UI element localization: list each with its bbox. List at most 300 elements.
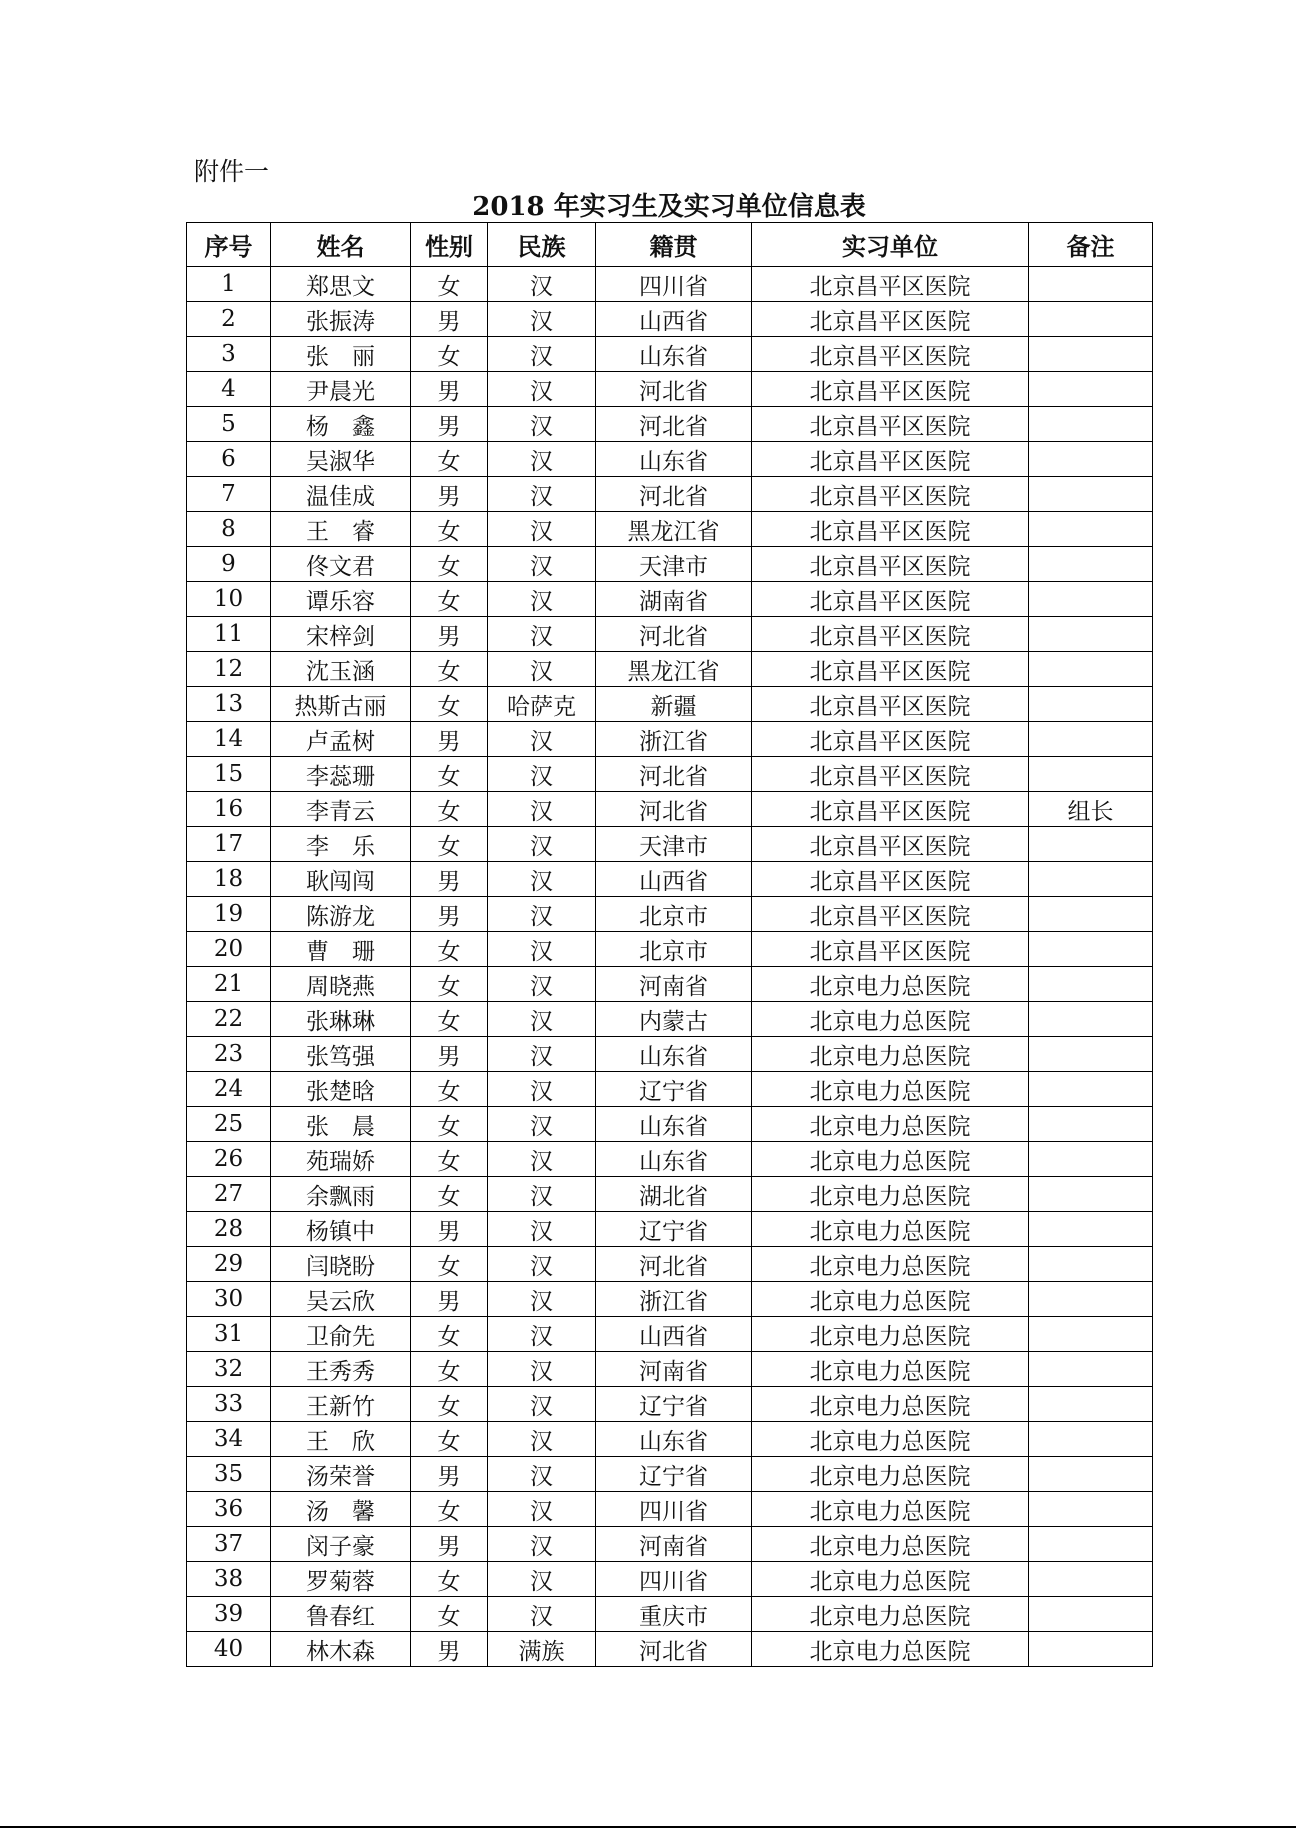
cell-ethnicity: 汉 [488,1212,596,1247]
cell-ethnicity: 汉 [488,617,596,652]
cell-remarks [1029,1177,1153,1212]
cell-remarks [1029,407,1153,442]
bottom-rule [0,1826,1296,1828]
cell-gender: 男 [411,372,488,407]
cell-index: 38 [187,1562,271,1597]
header-remarks: 备注 [1029,223,1153,267]
cell-gender: 女 [411,1142,488,1177]
table-row [187,1562,1153,1597]
table-row [187,1352,1153,1387]
cell-internship-unit: 北京昌平区医院 [752,372,1029,407]
table-row [187,1527,1153,1562]
cell-index: 13 [187,687,271,722]
cell-ethnicity: 汉 [488,1317,596,1352]
cell-gender: 女 [411,757,488,792]
cell-ethnicity: 满族 [488,1632,596,1667]
cell-internship-unit: 北京电力总医院 [752,1422,1029,1457]
cell-ethnicity: 汉 [488,1177,596,1212]
cell-internship-unit: 北京昌平区医院 [752,267,1029,302]
cell-internship-unit: 北京昌平区医院 [752,302,1029,337]
cell-name: 杨 鑫 [271,407,411,442]
cell-name: 温佳成 [271,477,411,512]
cell-index: 9 [187,547,271,582]
cell-native-place: 山西省 [596,1317,752,1352]
cell-native-place: 河南省 [596,967,752,1002]
cell-remarks [1029,1597,1153,1632]
cell-remarks [1029,547,1153,582]
cell-ethnicity: 汉 [488,372,596,407]
cell-ethnicity: 汉 [488,967,596,1002]
cell-name: 热斯古丽 [271,687,411,722]
cell-name: 周晓燕 [271,967,411,1002]
cell-index: 33 [187,1387,271,1422]
cell-native-place: 四川省 [596,267,752,302]
cell-native-place: 新疆 [596,687,752,722]
cell-gender: 女 [411,267,488,302]
cell-gender: 男 [411,1632,488,1667]
cell-remarks [1029,442,1153,477]
cell-remarks [1029,1562,1153,1597]
table-row [187,722,1153,757]
cell-ethnicity: 汉 [488,512,596,547]
cell-index: 34 [187,1422,271,1457]
table-row [187,1422,1153,1457]
cell-internship-unit: 北京昌平区医院 [752,442,1029,477]
cell-native-place: 天津市 [596,547,752,582]
cell-name: 王 欣 [271,1422,411,1457]
table-row [187,442,1153,477]
cell-name: 罗菊蓉 [271,1562,411,1597]
cell-remarks [1029,1212,1153,1247]
cell-internship-unit: 北京昌平区医院 [752,757,1029,792]
cell-ethnicity: 汉 [488,1527,596,1562]
cell-remarks [1029,512,1153,547]
cell-internship-unit: 北京电力总医院 [752,967,1029,1002]
cell-ethnicity: 汉 [488,582,596,617]
cell-gender: 男 [411,1457,488,1492]
cell-internship-unit: 北京昌平区医院 [752,652,1029,687]
cell-index: 6 [187,442,271,477]
table-row [187,1247,1153,1282]
cell-remarks [1029,1107,1153,1142]
cell-gender: 女 [411,1072,488,1107]
cell-native-place: 山东省 [596,337,752,372]
cell-native-place: 北京市 [596,932,752,967]
cell-ethnicity: 汉 [488,827,596,862]
cell-native-place: 四川省 [596,1562,752,1597]
table-row [187,967,1153,1002]
cell-index: 28 [187,1212,271,1247]
table-row [187,862,1153,897]
cell-gender: 女 [411,337,488,372]
table-row [187,687,1153,722]
cell-name: 鲁春红 [271,1597,411,1632]
cell-gender: 女 [411,1492,488,1527]
cell-gender: 女 [411,1317,488,1352]
cell-native-place: 北京市 [596,897,752,932]
table-row [187,1457,1153,1492]
cell-native-place: 河北省 [596,792,752,827]
cell-native-place: 河北省 [596,617,752,652]
cell-gender: 男 [411,407,488,442]
cell-internship-unit: 北京电力总医院 [752,1317,1029,1352]
cell-index: 5 [187,407,271,442]
table-row [187,267,1153,302]
cell-native-place: 河北省 [596,1632,752,1667]
cell-ethnicity: 汉 [488,407,596,442]
cell-native-place: 重庆市 [596,1597,752,1632]
cell-name: 余飘雨 [271,1177,411,1212]
cell-internship-unit: 北京昌平区医院 [752,617,1029,652]
table-row [187,1387,1153,1422]
cell-remarks [1029,862,1153,897]
cell-index: 20 [187,932,271,967]
table-row [187,1212,1153,1247]
cell-ethnicity: 汉 [488,897,596,932]
cell-ethnicity: 汉 [488,337,596,372]
cell-name: 尹晨光 [271,372,411,407]
cell-gender: 女 [411,1562,488,1597]
cell-name: 王新竹 [271,1387,411,1422]
cell-name: 闫晓盼 [271,1247,411,1282]
cell-gender: 男 [411,1527,488,1562]
cell-internship-unit: 北京电力总医院 [752,1177,1029,1212]
table-row [187,617,1153,652]
cell-gender: 女 [411,1107,488,1142]
cell-internship-unit: 北京昌平区医院 [752,862,1029,897]
cell-ethnicity: 汉 [488,267,596,302]
cell-index: 10 [187,582,271,617]
cell-name: 张琳琳 [271,1002,411,1037]
cell-ethnicity: 汉 [488,1352,596,1387]
table-header-row [187,223,1153,267]
cell-native-place: 山西省 [596,862,752,897]
cell-ethnicity: 汉 [488,932,596,967]
cell-gender: 女 [411,442,488,477]
cell-ethnicity: 汉 [488,757,596,792]
cell-ethnicity: 汉 [488,1387,596,1422]
cell-internship-unit: 北京电力总医院 [752,1632,1029,1667]
cell-internship-unit: 北京电力总医院 [752,1387,1029,1422]
cell-gender: 男 [411,477,488,512]
cell-name: 杨镇中 [271,1212,411,1247]
cell-index: 7 [187,477,271,512]
cell-remarks [1029,1037,1153,1072]
cell-remarks [1029,687,1153,722]
cell-remarks: 组长 [1029,792,1153,827]
header-index: 序号 [187,223,271,267]
cell-name: 张 晨 [271,1107,411,1142]
cell-gender: 男 [411,862,488,897]
cell-index: 12 [187,652,271,687]
cell-native-place: 天津市 [596,827,752,862]
cell-gender: 女 [411,1002,488,1037]
table-row [187,407,1153,442]
cell-remarks [1029,1422,1153,1457]
cell-remarks [1029,337,1153,372]
table-row [187,1492,1153,1527]
cell-internship-unit: 北京电力总医院 [752,1597,1029,1632]
cell-index: 14 [187,722,271,757]
cell-index: 29 [187,1247,271,1282]
cell-gender: 女 [411,1247,488,1282]
cell-native-place: 山东省 [596,1107,752,1142]
cell-name: 张振涛 [271,302,411,337]
cell-gender: 女 [411,1387,488,1422]
cell-name: 陈游龙 [271,897,411,932]
table-row [187,1177,1153,1212]
table-row [187,827,1153,862]
cell-gender: 女 [411,967,488,1002]
cell-index: 21 [187,967,271,1002]
cell-native-place: 黑龙江省 [596,652,752,687]
cell-remarks [1029,1002,1153,1037]
cell-remarks [1029,722,1153,757]
cell-internship-unit: 北京昌平区医院 [752,337,1029,372]
table-row [187,512,1153,547]
cell-ethnicity: 汉 [488,1422,596,1457]
header-ethnicity: 民族 [488,223,596,267]
cell-gender: 男 [411,722,488,757]
header-name: 姓名 [271,223,411,267]
cell-gender: 女 [411,932,488,967]
cell-native-place: 河北省 [596,477,752,512]
cell-gender: 女 [411,827,488,862]
cell-ethnicity: 汉 [488,1142,596,1177]
table-row [187,1107,1153,1142]
table-row [187,302,1153,337]
cell-index: 25 [187,1107,271,1142]
cell-internship-unit: 北京昌平区医院 [752,792,1029,827]
cell-name: 闵子豪 [271,1527,411,1562]
cell-gender: 男 [411,302,488,337]
cell-remarks [1029,1282,1153,1317]
cell-ethnicity: 汉 [488,862,596,897]
cell-ethnicity: 汉 [488,1037,596,1072]
cell-name: 卫俞先 [271,1317,411,1352]
cell-ethnicity: 汉 [488,792,596,827]
cell-native-place: 山东省 [596,1037,752,1072]
table-row [187,1142,1153,1177]
cell-name: 卢孟树 [271,722,411,757]
cell-name: 曹 珊 [271,932,411,967]
cell-native-place: 湖北省 [596,1177,752,1212]
cell-index: 36 [187,1492,271,1527]
cell-name: 郑思文 [271,267,411,302]
cell-name: 谭乐容 [271,582,411,617]
cell-name: 张 丽 [271,337,411,372]
cell-ethnicity: 哈萨克 [488,687,596,722]
cell-internship-unit: 北京电力总医院 [752,1352,1029,1387]
cell-native-place: 浙江省 [596,1282,752,1317]
cell-internship-unit: 北京昌平区医院 [752,722,1029,757]
cell-internship-unit: 北京昌平区医院 [752,827,1029,862]
cell-native-place: 内蒙古 [596,1002,752,1037]
table-row [187,547,1153,582]
cell-ethnicity: 汉 [488,1457,596,1492]
cell-ethnicity: 汉 [488,442,596,477]
cell-remarks [1029,1072,1153,1107]
cell-gender: 女 [411,1422,488,1457]
cell-index: 31 [187,1317,271,1352]
cell-index: 37 [187,1527,271,1562]
cell-internship-unit: 北京昌平区医院 [752,897,1029,932]
cell-remarks [1029,477,1153,512]
cell-remarks [1029,827,1153,862]
cell-ethnicity: 汉 [488,477,596,512]
table-row [187,792,1153,827]
cell-native-place: 河北省 [596,407,752,442]
cell-gender: 男 [411,897,488,932]
cell-name: 李 乐 [271,827,411,862]
cell-name: 耿闯闯 [271,862,411,897]
cell-ethnicity: 汉 [488,1282,596,1317]
cell-internship-unit: 北京电力总医院 [752,1457,1029,1492]
table-row [187,337,1153,372]
cell-name: 林木森 [271,1632,411,1667]
cell-index: 26 [187,1142,271,1177]
cell-name: 吴淑华 [271,442,411,477]
cell-gender: 女 [411,547,488,582]
table-row [187,897,1153,932]
cell-remarks [1029,757,1153,792]
cell-internship-unit: 北京昌平区医院 [752,932,1029,967]
cell-remarks [1029,967,1153,1002]
cell-gender: 男 [411,1037,488,1072]
cell-internship-unit: 北京电力总医院 [752,1527,1029,1562]
cell-index: 32 [187,1352,271,1387]
table-row [187,757,1153,792]
cell-name: 苑瑞娇 [271,1142,411,1177]
cell-gender: 男 [411,1282,488,1317]
cell-ethnicity: 汉 [488,652,596,687]
cell-native-place: 河北省 [596,372,752,407]
cell-name: 张楚晗 [271,1072,411,1107]
cell-native-place: 河北省 [596,1247,752,1282]
table-row [187,1597,1153,1632]
cell-gender: 女 [411,1597,488,1632]
cell-index: 3 [187,337,271,372]
table-row [187,372,1153,407]
cell-native-place: 黑龙江省 [596,512,752,547]
cell-index: 4 [187,372,271,407]
cell-remarks [1029,582,1153,617]
cell-remarks [1029,1142,1153,1177]
cell-index: 40 [187,1632,271,1667]
cell-ethnicity: 汉 [488,547,596,582]
cell-name: 汤 馨 [271,1492,411,1527]
cell-remarks [1029,372,1153,407]
cell-ethnicity: 汉 [488,1002,596,1037]
cell-gender: 男 [411,617,488,652]
cell-name: 佟文君 [271,547,411,582]
table-row [187,477,1153,512]
cell-name: 吴云欣 [271,1282,411,1317]
cell-remarks [1029,1317,1153,1352]
cell-ethnicity: 汉 [488,722,596,757]
cell-index: 16 [187,792,271,827]
cell-native-place: 辽宁省 [596,1387,752,1422]
cell-index: 2 [187,302,271,337]
cell-native-place: 河南省 [596,1527,752,1562]
cell-ethnicity: 汉 [488,1562,596,1597]
header-gender: 性别 [411,223,488,267]
table-row [187,652,1153,687]
cell-internship-unit: 北京昌平区医院 [752,512,1029,547]
cell-native-place: 山西省 [596,302,752,337]
table-row [187,582,1153,617]
cell-gender: 女 [411,652,488,687]
table-row [187,1317,1153,1352]
cell-gender: 女 [411,687,488,722]
cell-remarks [1029,1352,1153,1387]
cell-index: 39 [187,1597,271,1632]
cell-index: 15 [187,757,271,792]
cell-internship-unit: 北京昌平区医院 [752,547,1029,582]
page-title: 2018 年实习生及实习单位信息表 [472,192,866,222]
cell-native-place: 山东省 [596,442,752,477]
intern-info-table [186,222,1153,1667]
cell-internship-unit: 北京电力总医院 [752,1107,1029,1142]
cell-remarks [1029,1492,1153,1527]
cell-index: 18 [187,862,271,897]
cell-native-place: 浙江省 [596,722,752,757]
cell-internship-unit: 北京电力总医院 [752,1492,1029,1527]
cell-internship-unit: 北京电力总医院 [752,1562,1029,1597]
table-row [187,1282,1153,1317]
cell-name: 李蕊珊 [271,757,411,792]
cell-internship-unit: 北京电力总医院 [752,1072,1029,1107]
cell-native-place: 河南省 [596,1352,752,1387]
header-native-place: 籍贯 [596,223,752,267]
cell-index: 23 [187,1037,271,1072]
cell-index: 35 [187,1457,271,1492]
cell-name: 张笃强 [271,1037,411,1072]
cell-internship-unit: 北京电力总医院 [752,1037,1029,1072]
cell-native-place: 辽宁省 [596,1457,752,1492]
cell-name: 沈玉涵 [271,652,411,687]
cell-gender: 女 [411,1352,488,1387]
cell-index: 8 [187,512,271,547]
cell-native-place: 辽宁省 [596,1072,752,1107]
cell-name: 李青云 [271,792,411,827]
cell-index: 24 [187,1072,271,1107]
cell-gender: 女 [411,512,488,547]
cell-native-place: 辽宁省 [596,1212,752,1247]
cell-internship-unit: 北京昌平区医院 [752,407,1029,442]
cell-index: 22 [187,1002,271,1037]
cell-remarks [1029,1527,1153,1562]
cell-gender: 女 [411,1177,488,1212]
cell-gender: 女 [411,792,488,827]
cell-ethnicity: 汉 [488,1107,596,1142]
cell-internship-unit: 北京昌平区医院 [752,477,1029,512]
cell-ethnicity: 汉 [488,302,596,337]
cell-index: 27 [187,1177,271,1212]
cell-ethnicity: 汉 [488,1247,596,1282]
cell-remarks [1029,897,1153,932]
table-row [187,1072,1153,1107]
cell-remarks [1029,932,1153,967]
cell-index: 1 [187,267,271,302]
header-internship-unit: 实习单位 [752,223,1029,267]
table-row [187,1037,1153,1072]
cell-name: 王秀秀 [271,1352,411,1387]
cell-gender: 男 [411,1212,488,1247]
cell-index: 11 [187,617,271,652]
cell-remarks [1029,302,1153,337]
cell-ethnicity: 汉 [488,1072,596,1107]
